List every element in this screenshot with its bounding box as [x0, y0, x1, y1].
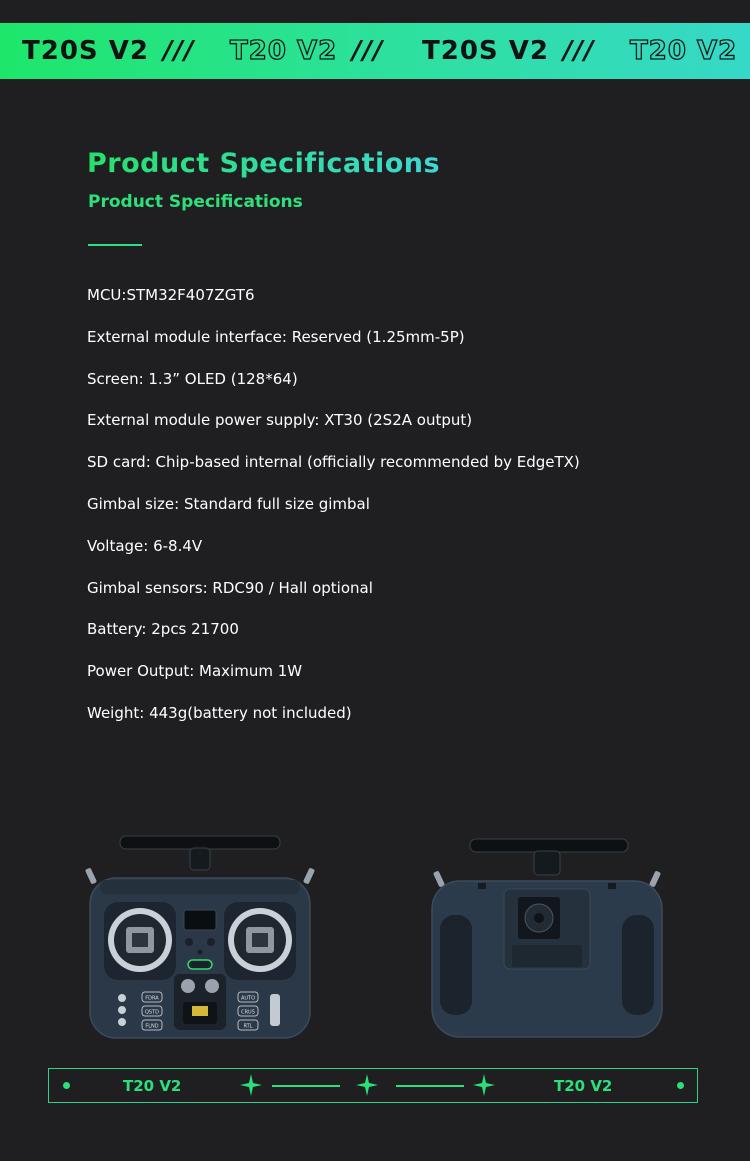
bar-model-label-left: T20 V2	[123, 1077, 182, 1095]
bar-line	[396, 1085, 464, 1087]
controller-front-image	[80, 830, 320, 1045]
mode-label-right: AUTO	[240, 995, 256, 1002]
mode-label-left: FLND	[145, 1023, 159, 1030]
controller-front-illustration	[80, 830, 320, 1045]
banner-model-t20s: T20S V2	[422, 36, 549, 66]
bottom-bar	[48, 1068, 698, 1103]
spec-item-voltage: Voltage: 6-8.4V	[87, 536, 203, 555]
top-banner	[0, 23, 750, 79]
bar-dot	[677, 1082, 684, 1089]
bar-model-label-right: T20 V2	[554, 1077, 613, 1095]
banner-model-t20: T20 V2	[630, 36, 738, 66]
mode-label-left: QSTD	[144, 1009, 160, 1016]
spec-item-external-module-interface: External module interface: Reserved (1.25mm-5P)	[87, 327, 465, 346]
banner-separator: ///	[163, 36, 195, 66]
spec-item-gimbal-size: Gimbal size: Standard full size gimbal	[87, 494, 370, 513]
spec-list	[87, 283, 580, 743]
spec-item-weight: Weight: 443g(battery not included)	[87, 703, 352, 722]
banner-model-t20: T20 V2	[230, 36, 338, 66]
bar-line	[272, 1085, 340, 1087]
mode-label-right: CRUS	[241, 1009, 255, 1016]
sparkle-icon	[356, 1074, 378, 1096]
spec-item-battery: Battery: 2pcs 21700	[87, 620, 239, 639]
banner-model-t20s: T20S V2	[22, 36, 149, 66]
controller-back-illustration	[422, 835, 672, 1040]
banner-separator: ///	[352, 36, 384, 66]
spec-item-screen: Screen: 1.3” OLED (128*64)	[87, 369, 298, 388]
spec-item-mcu: MCU:STM32F407ZGT6	[87, 286, 255, 304]
sparkle-icon	[473, 1074, 495, 1096]
banner-separator: ///	[563, 36, 595, 66]
mode-label-left: FDRA	[145, 995, 159, 1002]
title-underline	[88, 244, 142, 246]
section-title: Product Specifications	[87, 148, 441, 179]
mode-label-right: RTL	[243, 1023, 253, 1030]
spec-item-external-module-power: External module power supply: XT30 (2S2A output)	[87, 411, 473, 430]
bar-dot	[63, 1082, 70, 1089]
spec-item-sd-card: SD card: Chip-based internal (officially recommended by EdgeTX)	[87, 453, 580, 472]
spec-item-power-output: Power Output: Maximum 1W	[87, 662, 303, 681]
section-subtitle: Product Specifications	[88, 192, 303, 212]
sparkle-icon	[240, 1074, 262, 1096]
controller-back-image	[422, 835, 672, 1040]
spec-item-gimbal-sensors: Gimbal sensors: RDC90 / Hall optional	[87, 578, 373, 597]
